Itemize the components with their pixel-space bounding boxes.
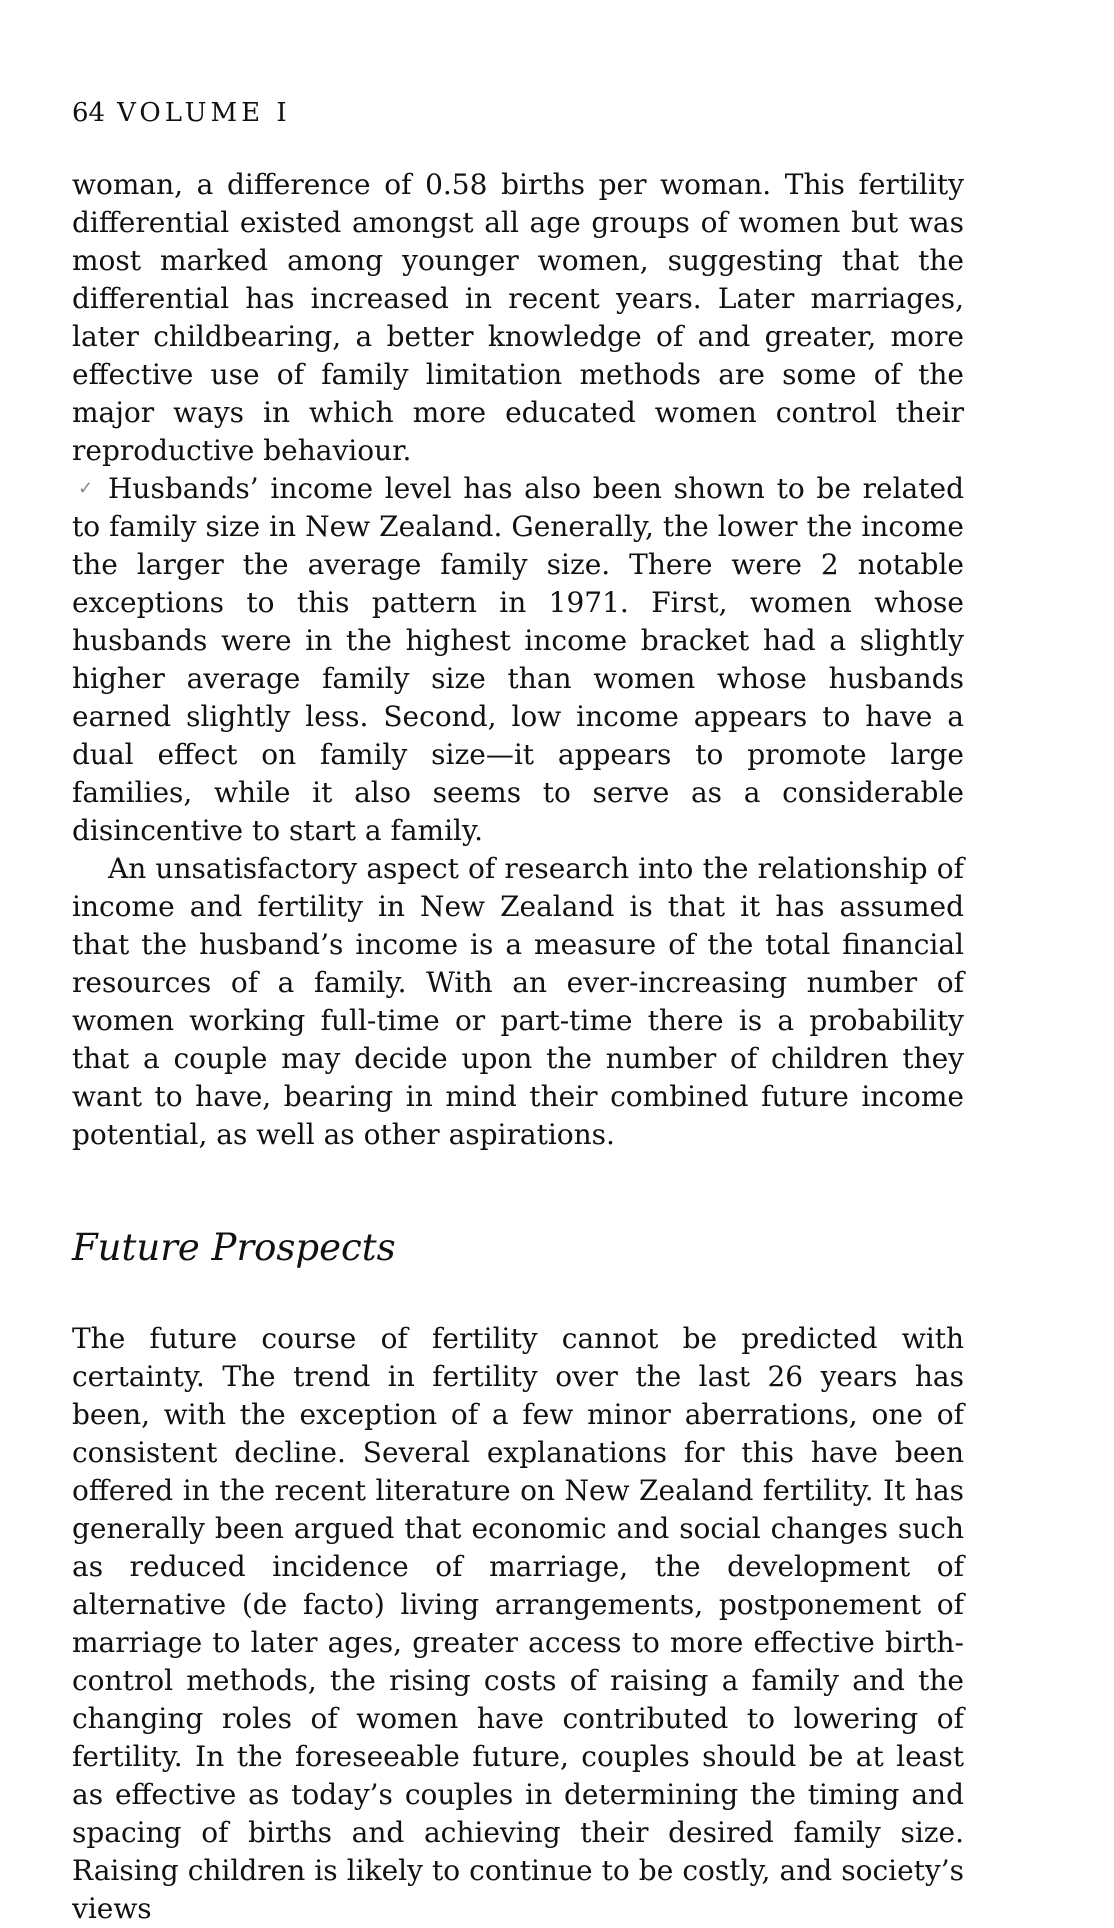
body-text bbox=[72, 166, 964, 1928]
running-title: VOLUME I bbox=[117, 98, 291, 128]
paragraph-husbands-income-text: Husbands’ income level has also been shown to be related to family size in New Zealand. Generally, the lower the income the larger the average family size. There were 2 notable exceptions to this pattern in 1971. First, women whose husbands were in the highest income bracket had a slightly higher average family size than women whose husbands earned slightly less. Second, low income appears to have a dual effect on family size—it appears to promote large families, while it also seems to serve as a considerable disincentive to start a family. bbox=[72, 472, 964, 847]
running-head bbox=[72, 100, 291, 126]
paragraph-husbands-income bbox=[72, 470, 964, 850]
handwritten-check-mark: ✓ bbox=[78, 478, 94, 499]
section-heading: Future Prospects bbox=[72, 1226, 396, 1269]
page-number: 64 bbox=[72, 98, 106, 128]
paragraph-continued: woman, a difference of 0.58 births per woman. This fertility differential existed amongst all age groups of women but was most marked among younger women, suggesting that the differential has increased in recent years. Later marriages, later childbearing, a better knowledge of and greater, more effective use of family limitation methods are some of the major ways in which more educated women control their reproductive behaviour. bbox=[72, 168, 964, 467]
paragraph-future-prospects: The future course of fertility cannot be predicted with certainty. The trend in fertility over the last 26 years has been, with the exception of a few minor aberrations, one of consistent decline. Several explanations for this have been offered in the recent literature on New Zealand fertility. It has generally been argued that economic and social changes such as reduced incidence of marriage, the development of alternative (de facto) living arrangements, postponement of marriage to later ages, greater access to more effective birth-control methods, the rising costs of raising a family and the changing roles of women have contributed to lowering of fertility. In the foreseeable future, couples should be at least as effective as today’s couples in determining the timing and spacing of births and achieving their desired family size. Raising children is likely to continue to be costly, and society’s views bbox=[72, 1322, 964, 1925]
paragraph-income-research: An unsatisfactory aspect of research into the relationship of income and fertility in New Zealand is that it has assumed that the husband’s income is a measure of the total financial resources of a family. With an ever-increasing number of women working full-time or part-time there is a probability that a couple may decide upon the number of children they want to have, bearing in mind their combined future income potential, as well as other aspirations. bbox=[72, 852, 964, 1151]
